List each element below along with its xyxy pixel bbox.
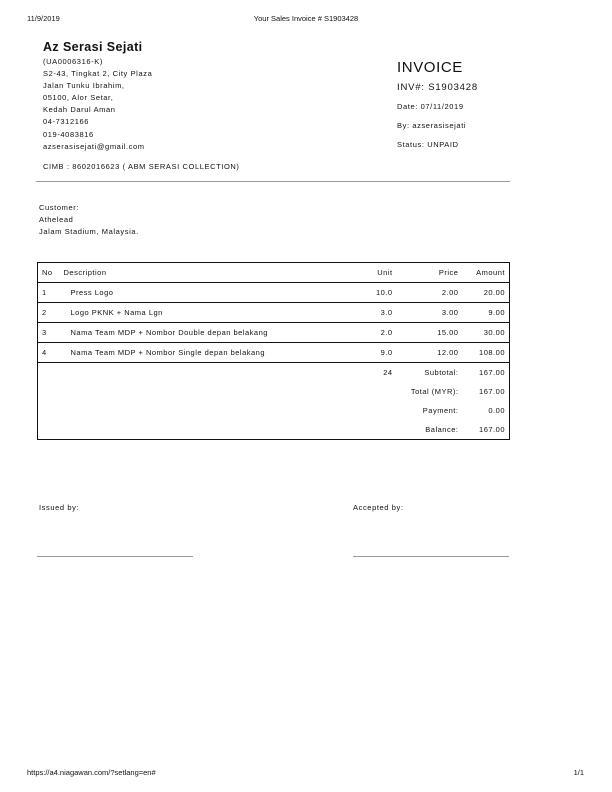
payment-value: 0.00 [488,406,505,415]
invoice-date: Date: 07/11/2019 [397,102,464,111]
row-amount: 20.00 [483,288,505,297]
row-description: Press Logo [70,288,114,297]
table-header-row [38,263,510,283]
row-no: 3 [42,328,47,337]
table-row [38,343,510,363]
issued-by-signature-line [37,556,193,557]
row-price: 15.00 [437,328,459,337]
invoice-by: By: azserasisejati [397,121,467,130]
company-name: Az Serasi Sejati [43,40,143,54]
company-address-4: Kedah Darul Aman [43,105,116,115]
payment-row [38,401,510,420]
accepted-by-label: Accepted by: [353,503,404,512]
row-description: Nama Team MDP + Nombor Single depan belakang [70,348,266,357]
header-amount: Amount [476,268,505,277]
issued-by-label: Issued by: [39,503,80,512]
subtotal-row [38,363,510,383]
row-price: 12.00 [437,348,459,357]
bank-info: CIMB : 8602016623 ( ABM SERASI COLLECTION) [43,162,240,171]
payment-label: Payment: [422,406,459,415]
customer-name: Athelead [39,215,74,224]
table-row [38,303,510,323]
print-page-count: 1/1 [573,768,584,777]
row-no: 2 [42,308,47,317]
table-row [38,323,510,343]
company-phone: 04-7312166 [43,117,90,127]
row-no: 1 [42,288,47,297]
customer-label: Customer: [39,203,79,212]
company-details [43,56,152,153]
header-divider [36,181,510,182]
balance-row [38,420,510,440]
row-unit: 2.0 [380,328,393,337]
header-no: No [42,268,53,277]
total-label: Total (MYR): [410,387,459,396]
row-amount: 9.00 [488,308,505,317]
row-unit: 9.0 [380,348,393,357]
balance-value: 167.00 [479,425,505,434]
company-address-2: Jalan Tunku Ibrahim, [43,81,125,91]
balance-label: Balance: [425,425,459,434]
total-row [38,382,510,401]
invoice-status: Status: UNPAID [397,140,459,149]
header-price: Price [438,268,459,277]
row-description: Logo PKNK + Nama Lgn [70,308,163,317]
subtotal-value: 167.00 [479,368,505,377]
items-table [37,262,510,440]
row-amount: 30.00 [483,328,505,337]
row-no: 4 [42,348,47,357]
print-url: https://a4.niagawan.com/?setlang=en# [27,768,156,777]
total-value: 167.00 [479,387,505,396]
total-units: 24 [383,368,393,377]
header-description: Description [63,268,107,277]
row-unit: 10.0 [375,288,393,297]
row-price: 2.00 [441,288,459,297]
company-address-1: S2-43, Tingkat 2, City Plaza [43,69,153,79]
print-title: Your Sales Invoice # S1903428 [253,14,359,23]
header-unit: Unit [377,268,393,277]
row-amount: 108.00 [479,348,505,357]
row-price: 3.00 [441,308,459,317]
print-date: 11/9/2019 [27,14,60,23]
customer-address: Jalam Stadium, Malaysia. [39,227,139,236]
row-unit: 3.0 [380,308,393,317]
company-address-3: 05100, Alor Setar, [43,93,114,103]
invoice-number: INV#: S1903428 [397,82,478,93]
row-description: Nama Team MDP + Nombor Double depan belakang [70,328,268,337]
table-row [38,283,510,303]
subtotal-label: Subtotal: [424,368,459,377]
invoice-title: INVOICE [397,59,463,76]
customer-block [39,202,139,238]
company-reg: (UA0006316-K) [43,57,103,66]
company-email: azserasisejati@gmail.com [43,141,145,151]
accepted-by-signature-line [353,556,509,557]
company-mobile: 019-4083816 [43,129,94,139]
